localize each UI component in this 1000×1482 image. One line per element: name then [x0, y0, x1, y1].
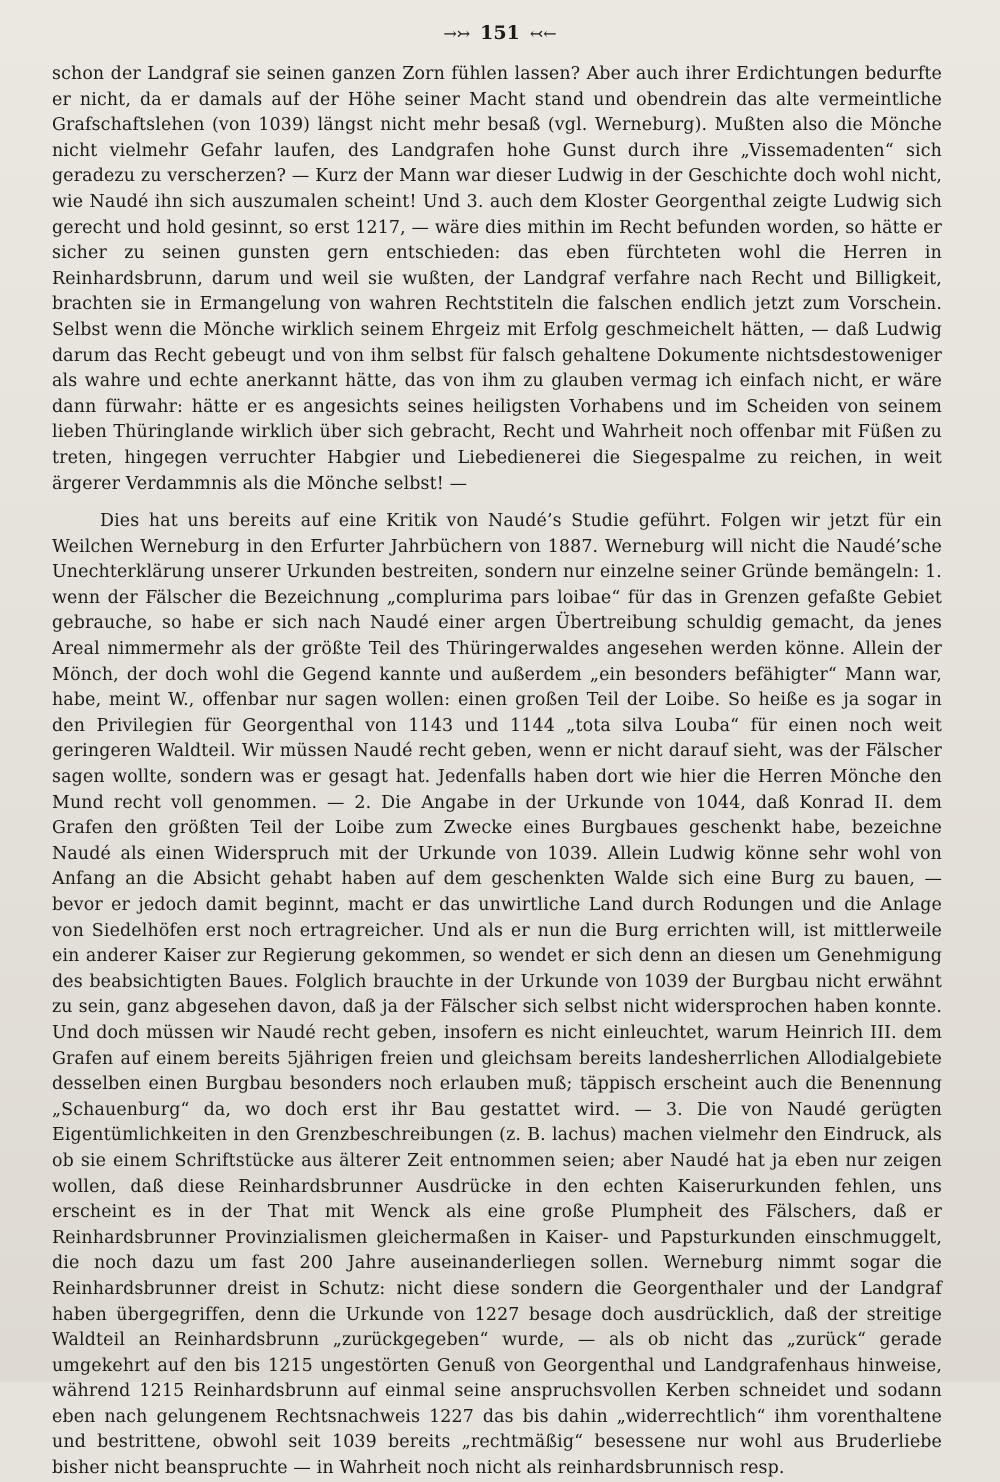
page-number: 151	[480, 22, 520, 44]
ornament-right-icon: ↢←	[529, 24, 557, 43]
page-body	[52, 62, 942, 1482]
ornament-left-icon: →↣	[443, 24, 471, 43]
paragraph-2: Dies hat uns bereits auf eine Kritik von Naudé’s Studie geführt. Folgen wir jetzt für ein Weilchen Werneburg in den Erfurter Jahrbüchern von 1887. Werneburg will nicht die Naudé’sche Unechterklärung unserer Urkunden bestreiten, sondern nur einzelne seiner Gründe bemängeln: 1. wenn der Fälscher die Bezeichnung „complurima pars loibae“ für das in Grenzen gefaßte Gebiet gebrauche, so habe er sich nach Naudé einer argen Übertreibung schuldig gemacht, da jenes Areal nimmermehr als der größte Teil des Thüringerwaldes angesehen werden könne. Allein der Mönch, der doch wohl die Gegend kannte und außerdem „ein besonders befähigter“ Mann war, habe, meint W., offenbar nur sagen wollen: einen großen Teil der Loibe. So heiße es ja sogar in den Privilegien für Georgenthal von 1143 und 1144 „tota silva Louba“ für einen noch weit geringeren Waldteil. Wir müssen Naudé recht geben, wenn er nicht darauf sieht, was der Fälscher sagen wollte, sondern was er gesagt hat. Jedenfalls haben dort wie hier die Herren Mönche den Mund recht voll genommen. — 2. Die Angabe in der Urkunde von 1044, daß Konrad II. dem Grafen den größten Teil der Loibe zum Zwecke eines Burgbaues geschenkt habe, bezeichne Naudé als einen Widerspruch mit der Urkunde von 1039. Allein Ludwig könne sehr wohl von Anfang an die Absicht gehabt haben auf dem geschenkten Walde sich eine Burg zu bauen, — bevor er jedoch damit beginnt, macht er das unwirtliche Land durch Rodungen und die Anlage von Siedelhöfen erst noch ertragreicher. Und als er nun die Burg errichten will, ist mittlerweile ein anderer Kaiser zur Regierung gekommen, so wendet er sich denn an diesen um Genehmigung des beabsichtigten Baues. Folglich brauchte in der Urkunde von 1039 der Burgbau nicht erwähnt zu sein, ganz abgesehen davon, daß ja der Fälscher sich selbst nicht widersprochen haben konnte. Und doch müssen wir Naudé recht geben, insofern es nicht einleuchtet, warum Heinrich III. dem Grafen auf einem bereits 5jährigen freien und gleichsam bereits landesherrlichen Allodialgebiete desselben einen Burgbau besonders noch erlauben muß; täppisch erscheint auch die Benennung „Schauenburg“ da, wo doch erst ihr Bau gestattet wird. — 3. Die von Naudé gerügten Eigentümlichkeiten in den Grenzbeschreibungen (z. B. lachus) machen vielmehr den Eindruck, als ob sie einem Schriftstücke aus älterer Zeit entnommen seien; aber Naudé hat ja eben nur zeigen wollen, daß diese Reinhardsbrunner Ausdrücke in den echten Kaiserurkunden fehlen, uns erscheint es in der That mit Wenck als eine große Plumpheit des Fälschers, daß er Reinhardsbrunner Provinzialismen gleichermaßen in Kaiser- und Papsturkunden einschmuggelt, die noch dazu um fast 200 Jahre auseinanderliegen sollen. Werneburg nimmt sogar die Reinhardsbrunner dreist in Schutz: nicht diese sondern die Georgenthaler und der Landgraf haben übergegriffen, denn die Urkunde von 1227 besage doch ausdrücklich, daß der streitige Waldteil an Reinhardsbrunn „zurückgegeben“ wurde, — als ob nicht das „zurück“ gerade umgekehrt auf den bis 1215 ungestörten Genuß von Georgenthal und Landgrafenhaus hinweise, während 1215 Reinhardsbrunn auf einmal seine anspruchsvollen Kerben schneidet und sodann eben nach gelungenem Rechtsnachweis 1227 das bis dahin „widerrechtlich“ ihm vorenthaltene und bestrittene, obwohl seit 1039 bereits „rechtmäßig“ besessene nur wohl aus Bruderliebe bisher nicht beanspruchte — in Wahrheit noch nicht als reinhardsbrunnisch resp.	[52, 511, 942, 1479]
page-header	[0, 22, 1000, 44]
paragraph-1: schon der Landgraf sie seinen ganzen Zorn fühlen lassen? Aber auch ihrer Erdichtungen bedurfte er nicht, da er damals auf der Höhe seiner Macht stand und obendrein das alte vermeintliche Grafschaftslehen (von 1039) längst nicht mehr besaß (vgl. Werneburg). Mußten also die Mönche nicht vielmehr Gefahr laufen, des Landgrafen hohe Gunst durch ihre „Vissemadenten“ sich geradezu zu verscherzen? — Kurz der Mann war dieser Ludwig in der Geschichte doch wohl nicht, wie Naudé ihn sich auszumalen scheint! Und 3. auch dem Kloster Georgenthal zeigte Ludwig sich gerecht und hold gesinnt, so erst 1217, — wäre dies mithin im Recht befunden worden, so hätte er sicher zu seinen gunsten gern entschieden: das eben fürchteten wohl die Herren in Reinhardsbrunn, darum und weil sie wußten, der Landgraf verfahre nach Recht und Billigkeit, brachten sie in Ermangelung von wahren Rechtstiteln die falschen endlich jetzt zum Vorschein. Selbst wenn die Mönche wirklich seinem Ehrgeiz mit Erfolg geschmeichelt hätten, — daß Ludwig darum das Recht gebeugt und von ihm selbst für falsch gehaltene Dokumente nichtsdestoweniger als wahre und echte anerkannt hätte, das von ihm zu glauben vermag ich einfach nicht, er wäre dann fürwahr: hätte er es angesichts seines heiligsten Vorhabens und im Scheiden von seinem lieben Thüringlande wirklich über sich gebracht, Recht und Wahrheit noch offenbar mit Füßen zu treten, hingegen verruchter Habgier und Liebedienerei die Siegespalme zu reichen, in weit ärgerer Verdammnis als die Mönche selbst! —	[52, 64, 942, 494]
